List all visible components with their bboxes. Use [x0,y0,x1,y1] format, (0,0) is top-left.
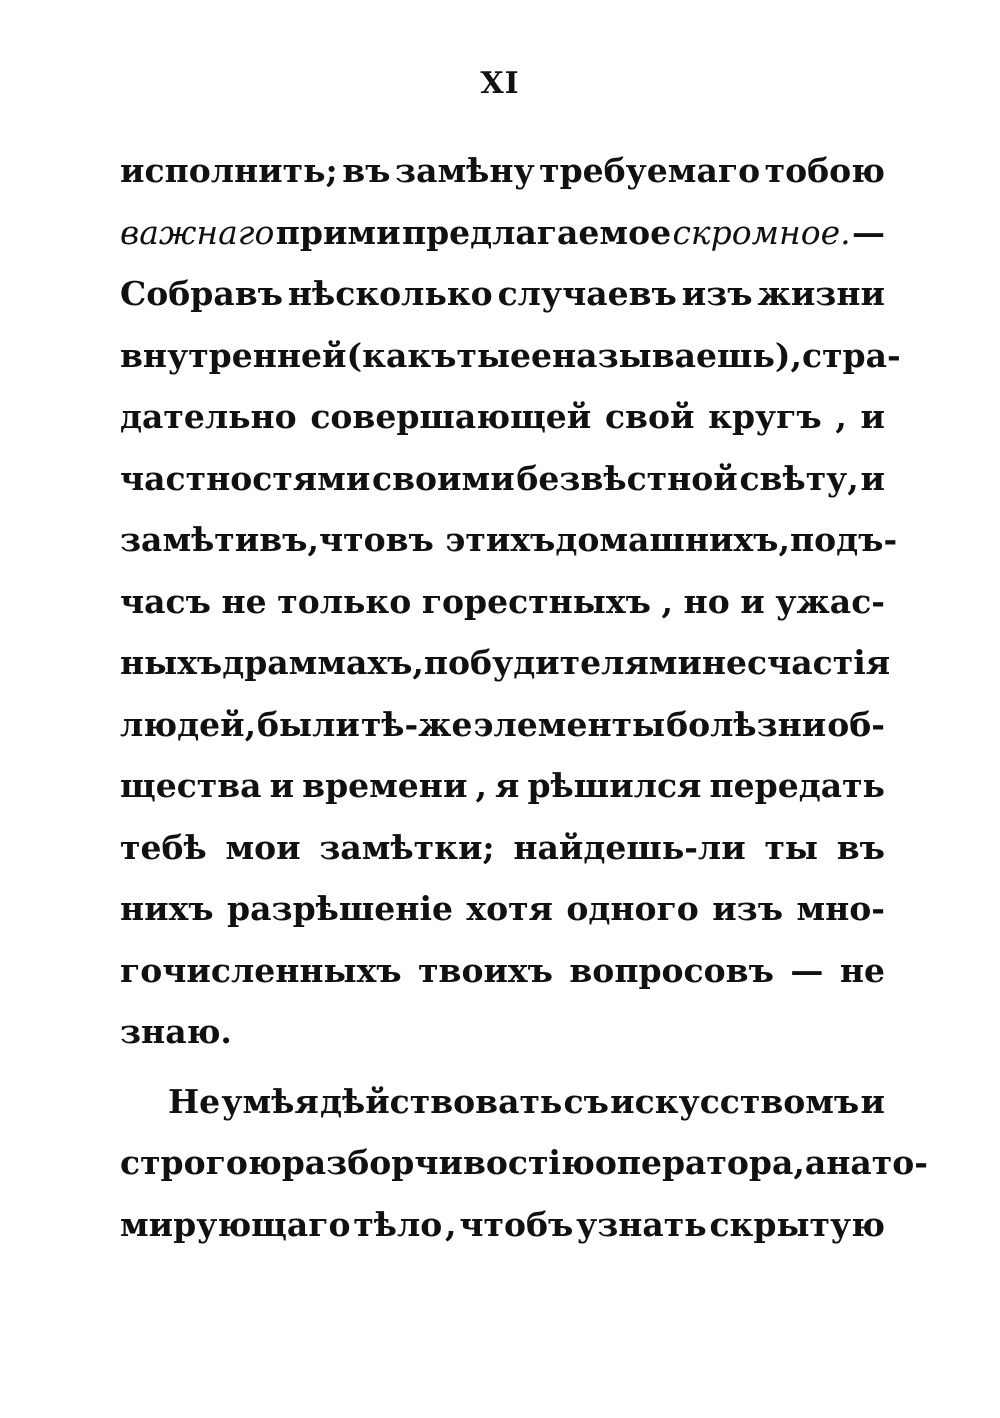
word: дательно [120,397,297,436]
word: вопросовъ [569,950,774,990]
word: и [860,1081,885,1121]
word: мои [225,827,301,867]
word: были [257,704,360,744]
word: свой [604,397,695,436]
word: строгою [120,1143,282,1182]
word: , [475,766,487,805]
word: , [412,643,424,682]
word: гочисленныхъ [120,950,402,990]
word: драммахъ [222,643,413,682]
word: рѣшился [527,766,702,805]
word: найдешь-ли [513,827,746,867]
word: узнать [576,1204,707,1244]
text-line [120,202,885,264]
word: элементы [473,704,666,744]
text-line [120,448,885,510]
text-line [120,1194,885,1256]
text-line [120,632,891,694]
text-line [120,509,898,571]
text-line [120,694,885,756]
paragraph [120,140,901,1063]
word: своими [372,458,515,498]
word: кругъ [708,397,822,436]
paragraph-gap [120,1063,885,1071]
word: замѣну [395,151,535,190]
word: жизни [757,274,885,313]
word: знаю. [120,1012,232,1051]
word: я [495,766,520,805]
word: изъ [681,274,753,313]
word: совершающей [310,397,592,436]
word: твоихъ [418,950,553,990]
word: замѣтки; [319,827,495,867]
word: ты [456,335,511,375]
text-line [120,940,885,1002]
word: часъ [120,581,211,621]
page-number: XI [480,66,520,101]
text-line [120,1001,885,1063]
word: внутренней [120,335,347,375]
word: подъ- [789,520,898,559]
word: случаевъ [497,274,677,313]
word: свѣту, [739,458,859,498]
word: только [277,581,412,621]
word: предлагаемое [401,212,672,252]
word: и [860,397,885,436]
word: (какъ [346,335,457,375]
text-line [120,878,885,940]
word: стра- [801,335,901,375]
word: нихъ [120,889,214,928]
word: въ [836,827,885,867]
word: времени [302,766,468,805]
word: называешь), [552,335,802,375]
paragraph [120,1071,928,1256]
text-line [120,1071,885,1133]
word: требуемаго [539,151,761,190]
word: разборчивостію [281,1143,595,1182]
word: въ этихъ [385,520,556,559]
word: не [221,581,267,621]
word: нѣсколько [287,274,493,313]
text-line [120,140,885,202]
word: ужас- [775,581,885,621]
word: несчастія [701,643,891,682]
word: не [839,950,885,990]
word: и [860,458,885,498]
word: побудителями [423,643,702,682]
text-line [120,263,885,325]
word: что [318,520,386,559]
word: мирующаго [120,1204,351,1244]
word: изъ [712,889,784,928]
word: чтобъ [459,1204,574,1244]
word: Собравъ [120,274,283,313]
word: домашнихъ, [555,520,790,559]
word: разрѣшеніе [227,889,453,928]
word: , [661,581,673,621]
word: Не [168,1081,221,1121]
word: ты [764,827,818,867]
text-line [120,325,901,387]
word: , [445,1204,457,1244]
word: исполнить; [120,151,338,190]
word: тобою [764,151,885,190]
word: горестныхъ [421,581,651,621]
word: замѣтивъ, [120,520,319,559]
word: важнаго [120,212,275,252]
word: людей, [120,704,257,744]
word: — [851,212,885,252]
word: въ [342,151,391,190]
word: ее [510,335,553,375]
word: одного [566,889,699,928]
word: умѣя [221,1081,319,1121]
word: мно- [796,889,885,928]
word: анато- [804,1143,928,1182]
word: , [835,397,847,436]
word: об- [827,704,885,744]
word: безвѣстной [516,458,738,498]
word: частностями [120,458,371,498]
text-line [120,386,885,448]
word: хотя [466,889,553,928]
word: ныхъ [120,643,223,682]
word: но [683,581,730,621]
word: тѣло [353,1204,443,1244]
word: тѣ-же [360,704,473,744]
text-line [120,1132,928,1194]
word: и [740,581,765,621]
word: и [269,766,295,805]
word: передать [709,766,885,805]
word: искусствомъ [610,1081,860,1121]
word: скромное. [672,212,851,252]
word: съ [563,1081,609,1121]
word: оператора, [594,1143,805,1182]
text-line [120,817,885,879]
word: прими [275,212,401,252]
word: болѣзни [666,704,827,744]
word: щества [120,766,262,805]
body-text [120,140,928,1255]
word: — [790,950,824,990]
text-line [120,755,885,817]
text-line [120,571,885,633]
word: тебѣ [120,827,207,867]
word: скрытую [709,1204,885,1244]
word: дѣйствовать [320,1081,563,1121]
